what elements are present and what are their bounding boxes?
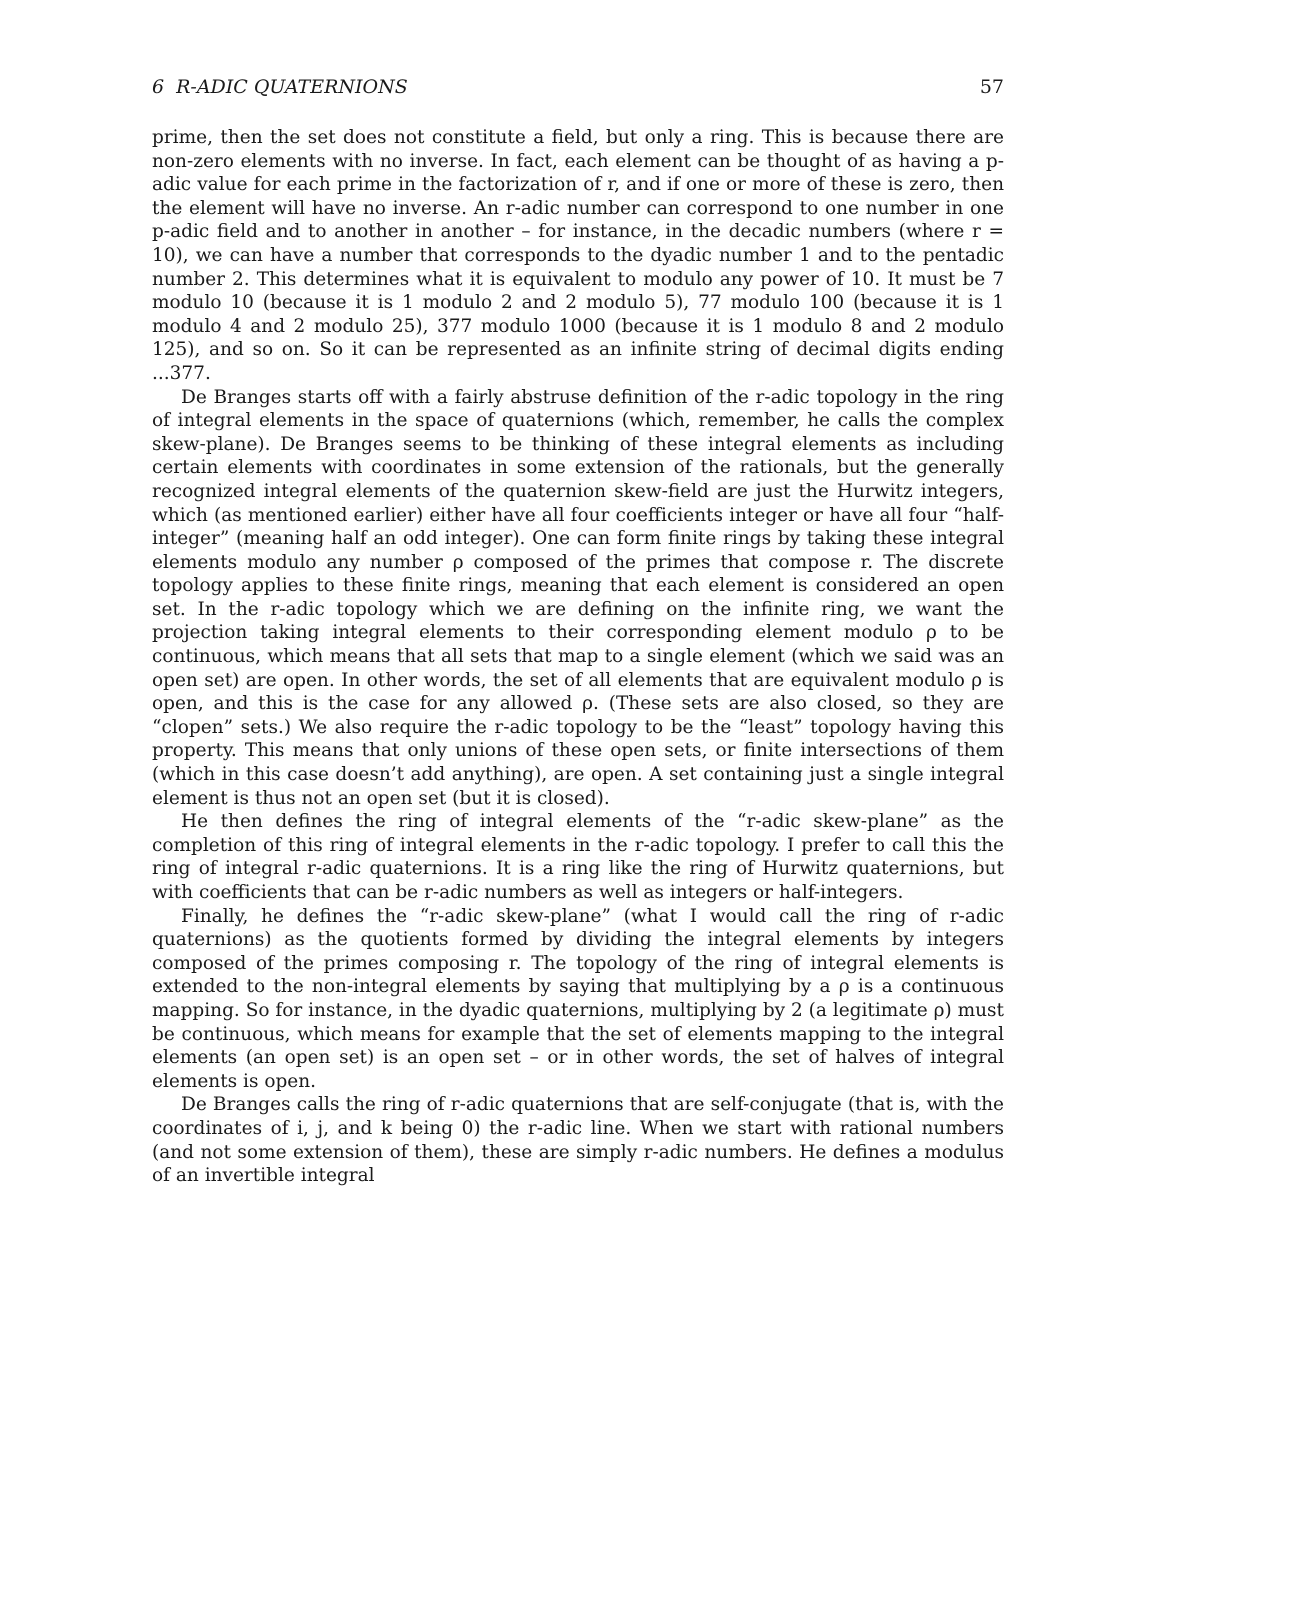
- body-text: [152, 126, 1004, 1188]
- page: [152, 76, 1004, 1188]
- paragraph-5: De Branges calls the ring of r-adic quaternions that are self-conjugate (that is, with the coordinates of i, j, and k being 0) the r-adic line. When we start with rational numbers (and not some extension of them), these are simply r-adic numbers. He defines a modulus of an invertible integral: [152, 1094, 1004, 1187]
- running-head: [152, 76, 1004, 98]
- section-title: R-ADIC QUATERNIONS: [176, 76, 408, 98]
- section-number: 6: [152, 76, 165, 98]
- paragraph-4: Finally, he defines the “r-adic skew-plane” (what I would call the ring of r-adic quaternions) as the quotients formed by dividing the integral elements by integers composed of the primes composing r. The topology of the ring of integral elements is extended to the non-integral elements by saying that multiplying by a ρ is a continuous mapping. So for instance, in the dyadic quaternions, multiplying by 2 (a legitimate ρ) must be continuous, which means for example that the set of elements mapping to the integral elements (an open set) is an open set – or in other words, the set of halves of integral elements is open.: [152, 905, 1004, 1092]
- paragraph-1: prime, then the set does not constitute a field, but only a ring. This is because there are non-zero elements with no inverse. In fact, each element can be thought of as having a p-adic value for each prime in the factorization of r, and if one or more of these is zero, then the element will have no inverse. An r-adic number can correspond to one number in one p-adic field and to another in another – for instance, in the decadic numbers (where r = 10), we can have a number that corresponds to the dyadic number 1 and to the pentadic number 2. This determines what it is equivalent to modulo any power of 10. It must be 7 modulo 10 (because it is 1 modulo 2 and 2 modulo 5), 77 modulo 100 (because it is 1 modulo 4 and 2 modulo 25), 377 modulo 1000 (because it is 1 modulo 8 and 2 modulo 125), and so on. So it can be represented as an infinite string of decimal digits ending ...377.: [152, 127, 1004, 384]
- paragraph-2: De Branges starts off with a fairly abstruse definition of the r-adic topology in the ring of integral elements in the space of quaternions (which, remember, he calls the complex skew-plane). De Branges seems to be thinking of these integral elements as including certain elements with coordinates in some extension of the rationals, but the generally recognized integral elements of the quaternion skew-field are just the Hurwitz integers, which (as mentioned earlier) either have all four coefficients integer or have all four “half-integer” (meaning half an odd integer). One can form finite rings by taking these integral elements modulo any number ρ composed of the primes that compose r. The discrete topology applies to these finite rings, meaning that each element is considered an open set. In the r-adic topology which we are defining on the infinite ring, we want the projection taking integral elements to their corresponding element modulo ρ to be continuous, which means that all sets that map to a single element (which we said was an open set) are open. In other words, the set of all elements that are equivalent modulo ρ is open, and this is the case for any allowed ρ. (These sets are also closed, so they are “clopen” sets.) We also require the r-adic topology to be the “least” topology having this property. This means that only unions of these open sets, or finite intersections of them (which in this case doesn’t add anything), are open. A set containing just a single integral element is thus not an open set (but it is closed).: [152, 386, 1004, 809]
- paragraph-3: He then defines the ring of integral elements of the “r-adic skew-plane” as the completion of this ring of integral elements in the r-adic topology. I prefer to call this the ring of integral r-adic quaternions. It is a ring like the ring of Hurwitz quaternions, but with coefficients that can be r-adic numbers as well as integers or half-integers.: [152, 811, 1004, 903]
- page-number: 57: [979, 76, 1004, 98]
- section-heading: [152, 76, 408, 98]
